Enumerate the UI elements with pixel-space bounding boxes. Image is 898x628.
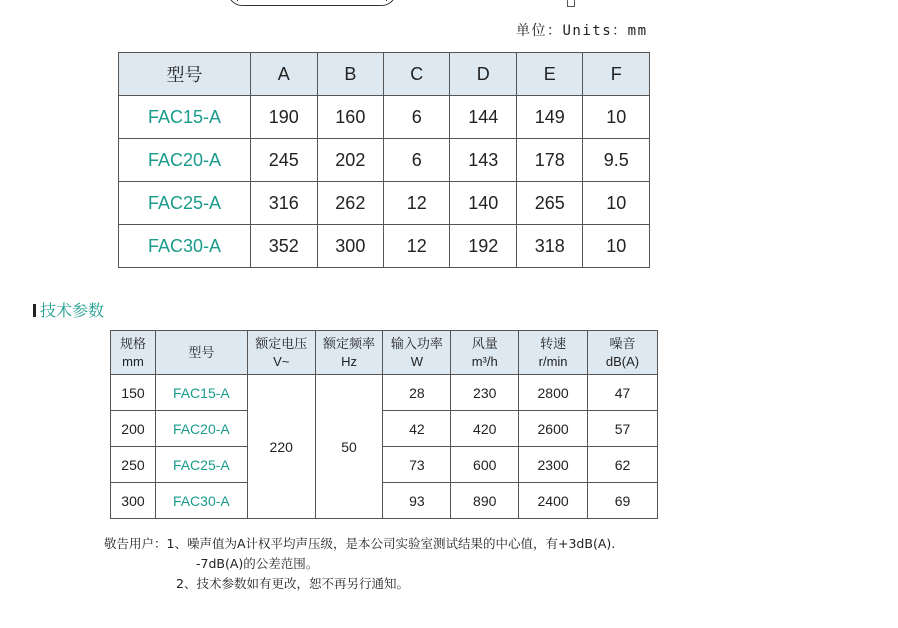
header-top: 风量 [471,335,498,351]
table-row [119,139,650,182]
header-voltage [247,331,315,375]
value-cell: 262 [317,182,384,225]
value-cell: 10 [583,225,650,268]
header-unit: m³/h [471,353,498,369]
airflow-cell: 600 [451,447,519,483]
spec-table [110,330,658,519]
value-cell: 160 [317,96,384,139]
model-cell: FAC15-A [119,96,251,139]
header-speed [519,331,588,375]
power-cell: 93 [383,483,451,519]
drawing-fragment [228,0,396,6]
value-cell: 6 [384,96,450,139]
value-cell: 352 [251,225,318,268]
table-row [119,182,650,225]
value-cell: 192 [450,225,517,268]
header-top: 额定频率 [323,335,376,351]
voltage-cell: 220 [247,375,315,519]
header-top: 输入功率 [390,335,443,351]
section-marker [33,304,36,317]
header-top: 规格 [119,335,146,351]
header-d: D [450,53,517,96]
noise-cell: 69 [588,483,658,519]
dimension-header-row [119,53,650,96]
value-cell: 140 [450,182,517,225]
power-cell: 42 [383,411,451,447]
speed-cell: 2800 [519,375,588,411]
value-cell: 12 [384,225,450,268]
value-cell: 9.5 [583,139,650,182]
model-cell: FAC25-A [119,182,251,225]
size-cell: 250 [111,447,156,483]
header-unit: V~ [273,353,290,369]
frequency-cell: 50 [315,375,383,519]
model-cell: FAC20-A [119,139,251,182]
model-cell: FAC25-A [155,447,247,483]
table-row [111,483,658,519]
spec-header-row [111,331,658,375]
notice-line-3: 2、技术参数如有更改，恕不再另行通知。 [176,576,409,591]
value-cell: 178 [516,139,583,182]
section-title-text: 技术参数 [40,301,105,320]
noise-cell: 47 [588,375,658,411]
table-row [111,447,658,483]
header-unit: mm [122,353,144,369]
section-title [33,298,104,321]
speed-cell: 2600 [519,411,588,447]
noise-cell: 62 [588,447,658,483]
header-power [383,331,451,375]
speed-cell: 2400 [519,483,588,519]
power-cell: 73 [383,447,451,483]
value-cell: 316 [251,182,318,225]
value-cell: 318 [516,225,583,268]
table-row [111,411,658,447]
value-cell: 12 [384,182,450,225]
power-cell: 28 [383,375,451,411]
airflow-cell: 420 [451,411,519,447]
header-size [111,331,156,375]
header-model: 型号 [119,53,251,96]
header-a: A [251,53,318,96]
airflow-cell: 890 [451,483,519,519]
size-cell: 200 [111,411,156,447]
table-row [119,96,650,139]
model-cell: FAC30-A [119,225,251,268]
noise-cell: 57 [588,411,658,447]
header-airflow [451,331,519,375]
notice-line-2: -7dB(A)的公差范围。 [196,556,319,571]
airflow-cell: 230 [451,375,519,411]
units-label: 单位：Units：mm [516,23,648,39]
value-cell: 10 [583,182,650,225]
speed-cell: 2300 [519,447,588,483]
value-cell: 265 [516,182,583,225]
header-unit: r/min [538,353,568,369]
header-top: 型号 [188,344,215,360]
table-row [119,225,650,268]
header-top: 额定电压 [255,335,308,351]
model-cell: FAC20-A [155,411,247,447]
header-unit: W [410,353,424,369]
header-model [155,331,247,375]
dimension-table [118,52,650,268]
value-cell: 190 [251,96,318,139]
table-row [111,375,658,411]
header-unit: dB(A) [605,353,640,369]
header-frequency [315,331,383,375]
value-cell: 300 [317,225,384,268]
value-cell: 10 [583,96,650,139]
value-cell: 144 [450,96,517,139]
header-b: B [317,53,384,96]
size-cell: 150 [111,375,156,411]
model-cell: FAC15-A [155,375,247,411]
value-cell: 202 [317,139,384,182]
notice-line-1: 敬告用户：1、噪声值为A计权平均声压级，是本公司实验室测试结果的中心值，有+3dB(A). [104,536,616,551]
value-cell: 245 [251,139,318,182]
header-top: 转速 [540,335,567,351]
header-c: C [384,53,450,96]
value-cell: 143 [450,139,517,182]
header-unit: Hz [341,353,357,369]
value-cell: 6 [384,139,450,182]
user-notice [104,534,615,594]
drawing-tick [567,0,575,7]
model-cell: FAC30-A [155,483,247,519]
size-cell: 300 [111,483,156,519]
header-top: 噪音 [609,335,636,351]
header-f: F [583,53,650,96]
value-cell: 149 [516,96,583,139]
header-noise [588,331,658,375]
header-e: E [516,53,583,96]
